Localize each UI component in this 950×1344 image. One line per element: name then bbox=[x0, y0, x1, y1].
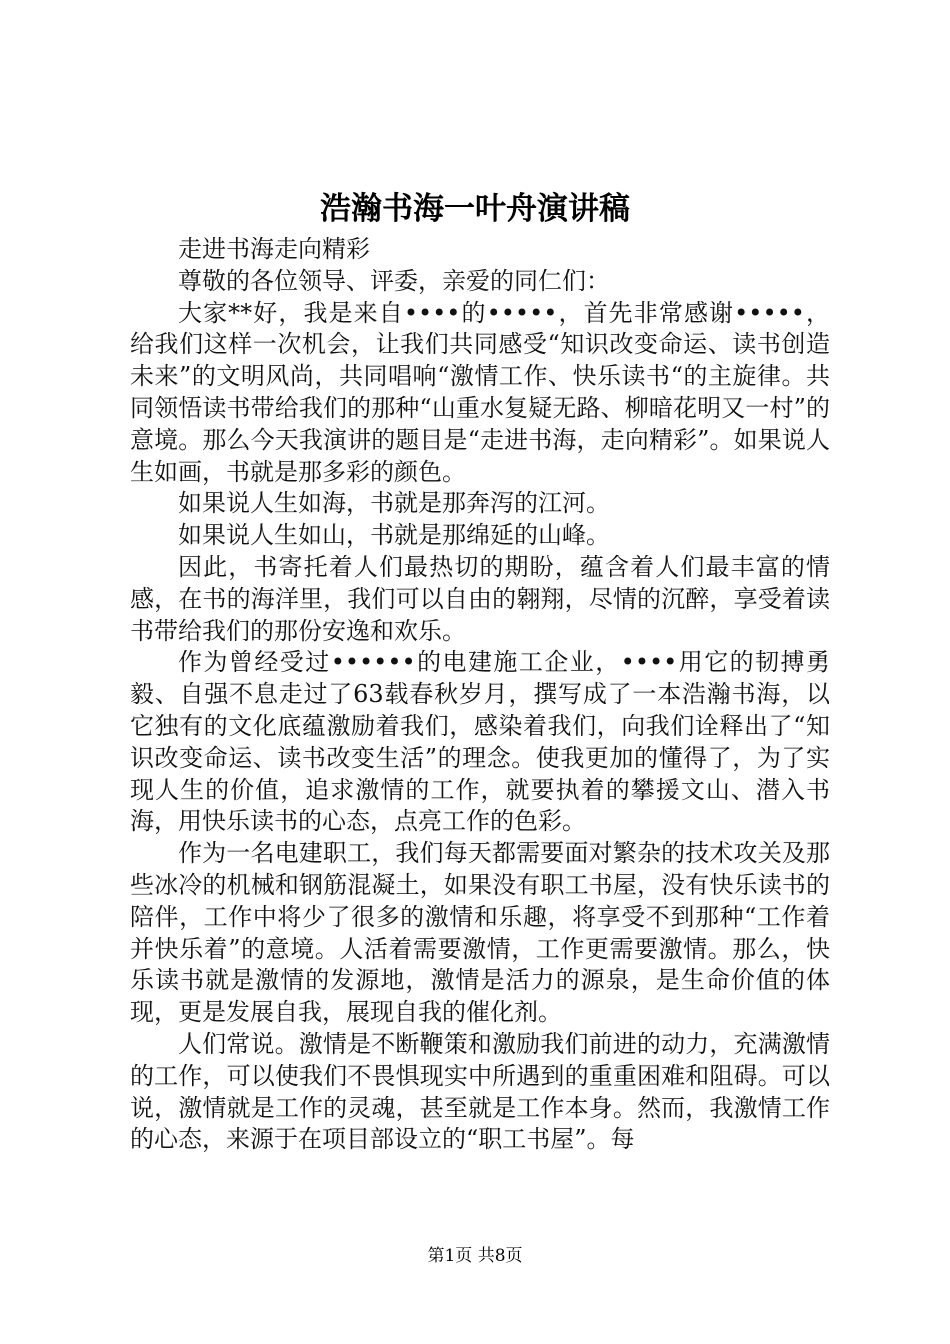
page-number-footer: 第1页 共8页 bbox=[427, 1246, 523, 1266]
paragraph: 因此，书寄托着人们最热切的期盼，蕴含着人们最丰富的情感，在书的海洋里，我们可以自由的翱翔，尽情的沉醉，享受着读书带给我们的那份安逸和欢乐。 bbox=[130, 552, 830, 645]
paragraph: 如果说人生如山，书就是那绵延的山峰。 bbox=[178, 521, 610, 550]
paragraph: 人们常说。激情是不断鞭策和激励我们前进的动力，充满激情的工作，可以使我们不畏惧现实中所遇到的重重困难和阻碍。可以说，激情就是工作的灵魂，甚至就是工作本身。然而，我激情工作的心态，来源于在项目部设立的“职工书屋”。每 bbox=[130, 1029, 830, 1154]
paragraph: 尊敬的各位领导、评委，亲爱的同仁们： bbox=[178, 266, 610, 295]
paragraph: 作为一名电建职工，我们每天都需要面对繁杂的技术攻关及那些冰冷的机械和钢筋混凝土，如果没有职工书屋，没有快乐读书的陪伴，工作中将少了很多的激情和乐趣，将享受不到那种“工作着并快乐着”的意境。人活着需要激情，工作更需要激情。那么，快乐读书就是激情的发源地，激情是活力的源泉，是生命价值的体现，更是发展自我，展现自我的催化剂。 bbox=[130, 839, 830, 1027]
paragraph: 如果说人生如海，书就是那奔泻的江河。 bbox=[178, 489, 610, 518]
paragraph: 走进书海走向精彩 bbox=[178, 235, 370, 263]
document-title: 浩瀚书海一叶舟演讲稿 bbox=[320, 191, 630, 227]
paragraph: 大家**好，我是来自••••的•••••，首先非常感谢•••••，给我们这样一次机会，让我们共同感受“知识改变命运、读书创造未来”的文明风尚，共同唱响“激情工作、快乐读书“的主旋律。共同领悟读书带给我们的那种“山重水复疑无路、柳暗花明又一村”的意境。那么今天我演讲的题目是“走进书海，走向精彩”。如果说人生如画，书就是那多彩的颜色。 bbox=[130, 298, 830, 486]
document-body bbox=[130, 234, 830, 1156]
paragraph: 作为曾经受过••••••的电建施工企业，••••用它的韧搏勇毅、自强不息走过了63载春秋岁月，撰写成了一本浩瀚书海，以它独有的文化底蕴激励着我们，感染着我们，向我们诠释出了“知识改变命运、读书改变生活”的理念。使我更加的懂得了，为了实现人生的价值，追求激情的工作，就要执着的攀援文山、潜入书海，用快乐读书的心态，点亮工作的色彩。 bbox=[130, 648, 830, 836]
